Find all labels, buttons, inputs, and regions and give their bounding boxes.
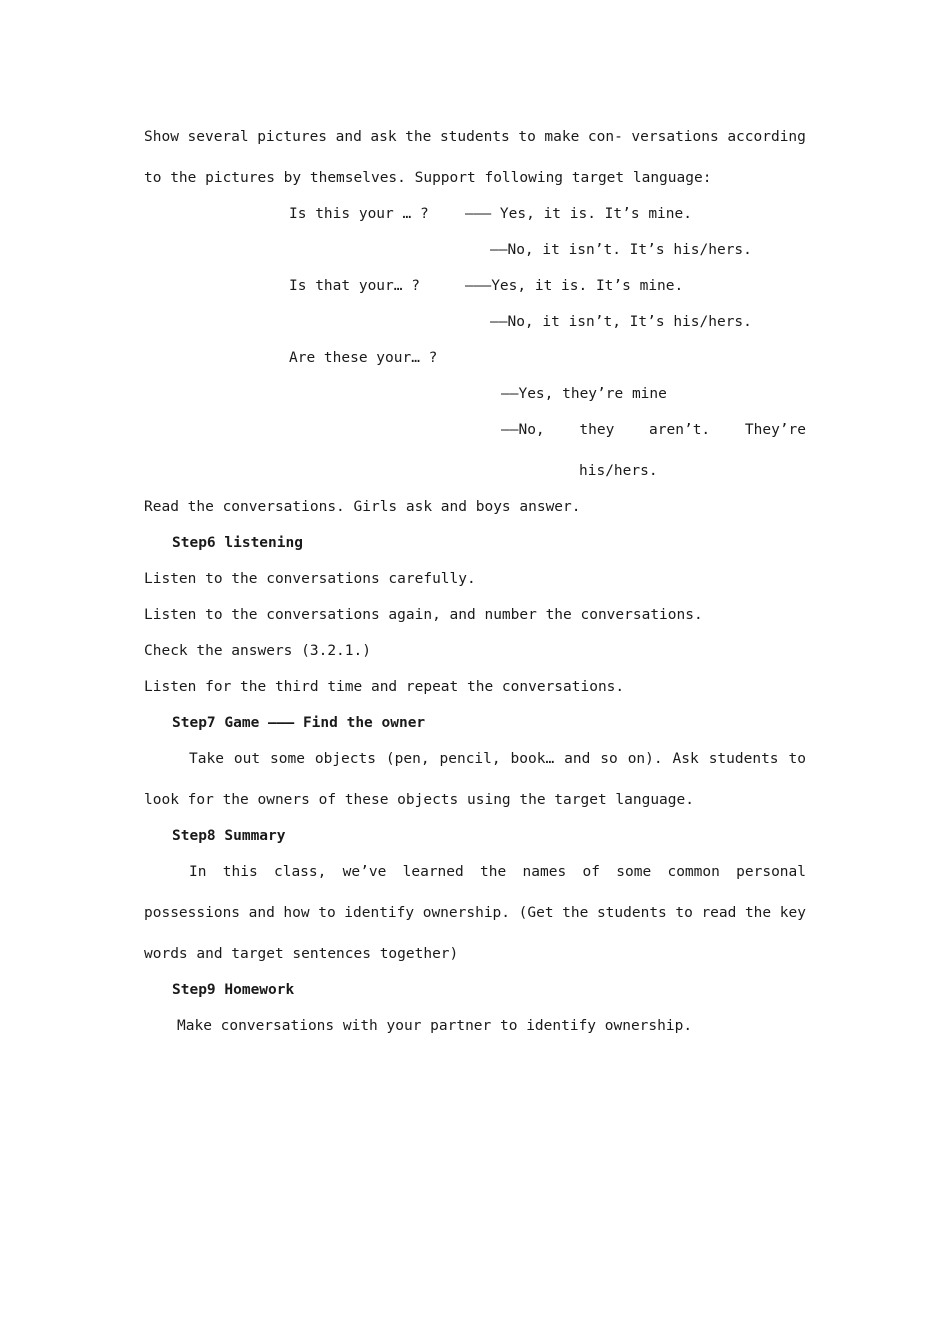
read-instruction: Read the conversations. Girls ask and boys answer.	[144, 499, 581, 515]
word: to	[675, 905, 693, 921]
word: personal	[736, 864, 806, 880]
word: several	[187, 129, 249, 145]
word: In	[189, 864, 207, 880]
step6-line-4: Listen for the third time and repeat the conversations.	[144, 679, 625, 695]
word: Show	[144, 129, 179, 145]
word: of	[582, 864, 600, 880]
step9-line-1: Make conversations with your partner to identify ownership.	[177, 1018, 693, 1034]
dialogue-question-2: Is that your… ?	[289, 278, 420, 294]
dialogue-answer-3b	[501, 420, 806, 440]
word: out	[233, 751, 261, 767]
word: objects	[314, 751, 376, 767]
dialogue-answer-3a: ——Yes, they’re mine	[501, 386, 667, 402]
word: They’re	[744, 422, 806, 438]
word: learned	[402, 864, 464, 880]
dialogue-answer-2a: ———Yes, it is. It’s mine.	[465, 278, 684, 294]
word: pictures	[257, 129, 328, 145]
word: ownership.	[422, 905, 511, 921]
word: according	[727, 129, 806, 145]
word: and	[564, 751, 591, 767]
step8-line-2	[144, 903, 806, 923]
word: and	[248, 905, 275, 921]
word: the	[480, 864, 507, 880]
word: book…	[510, 751, 555, 767]
dialogue-question-1: Is this your … ?	[289, 206, 429, 222]
word: aren’t.	[649, 422, 711, 438]
word: key	[779, 905, 806, 921]
word: (Get	[518, 905, 554, 921]
dialogue-question-3: Are these your… ?	[289, 350, 438, 366]
step6-line-3: Check the answers (3.2.1.)	[144, 643, 371, 659]
word: common	[667, 864, 720, 880]
step7-heading: Step7 Game ——— Find the owner	[172, 715, 426, 731]
word: students	[596, 905, 667, 921]
word: they	[579, 422, 615, 438]
word: Ask	[672, 751, 699, 767]
word: read	[701, 905, 737, 921]
word: how	[283, 905, 310, 921]
word: names	[522, 864, 567, 880]
word: this	[222, 864, 258, 880]
dialogue-answer-2b: ——No, it isn’t, It’s his/hers.	[490, 314, 752, 330]
word: some	[270, 751, 305, 767]
step8-line-1	[189, 862, 806, 882]
word: class,	[273, 864, 327, 880]
word: to	[788, 751, 806, 767]
word: to	[318, 905, 336, 921]
step8-heading: Step8 Summary	[172, 828, 286, 844]
word: so	[600, 751, 618, 767]
dialogue-answer-1b: ——No, it isn’t. It’s his/hers.	[490, 242, 752, 258]
word: identify	[344, 905, 415, 921]
dialogue-answer-1a: ——— Yes, it is. It’s mine.	[465, 206, 692, 222]
word: ask	[370, 129, 397, 145]
word: and	[335, 129, 362, 145]
word: we’ve	[342, 864, 387, 880]
step9-heading: Step9 Homework	[172, 982, 295, 998]
word: students	[439, 129, 510, 145]
word: on).	[627, 751, 663, 767]
dialogue-answer-3b-continued: his/hers.	[579, 463, 658, 479]
word: Take	[189, 751, 224, 767]
step8-line-3: words and target sentences together)	[144, 946, 459, 962]
step6-line-2: Listen to the conversations again, and number the conversations.	[144, 607, 703, 623]
word: the	[562, 905, 589, 921]
word: students	[708, 751, 779, 767]
paragraph-line-2: to the pictures by themselves. Support following target language:	[144, 170, 712, 186]
word: the	[744, 905, 772, 921]
step6-heading: Step6 listening	[172, 535, 303, 551]
word: con-	[587, 129, 623, 145]
word: to	[518, 129, 536, 145]
word: (pen,	[385, 751, 430, 767]
word: make	[544, 129, 580, 145]
word: pencil,	[439, 751, 501, 767]
step6-line-1: Listen to the conversations carefully.	[144, 571, 476, 587]
step7-line-1	[189, 749, 806, 769]
paragraph-line-1	[144, 127, 806, 147]
word: versations	[631, 129, 719, 145]
word: ——No,	[501, 422, 545, 438]
word: some	[616, 864, 652, 880]
step7-line-2: look for the owners of these objects using the target language.	[144, 792, 694, 808]
word: possessions	[144, 905, 241, 921]
word: the	[405, 129, 432, 145]
